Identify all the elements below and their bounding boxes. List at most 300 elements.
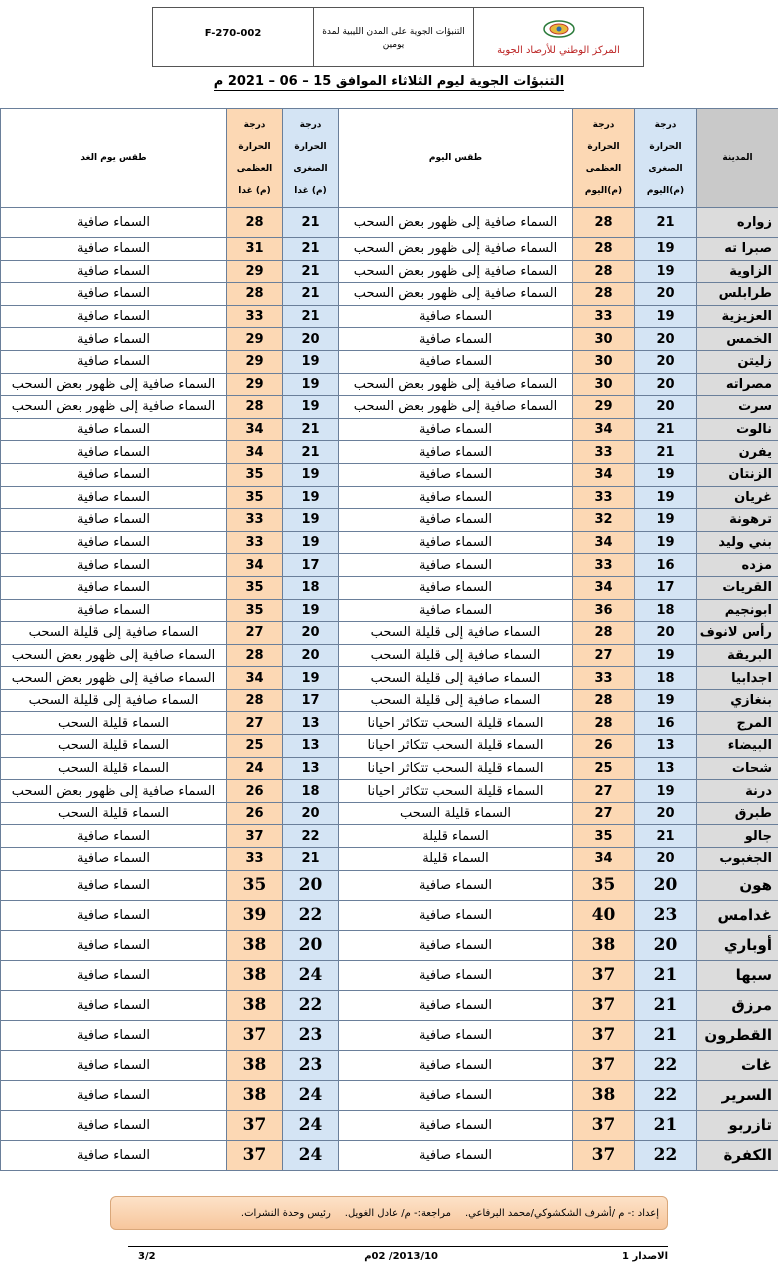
tmin-today-cell: 20 [635, 396, 697, 419]
tmin-tomorrow-cell: 21 [283, 848, 339, 871]
tmin-tomorrow-cell: 24 [283, 1080, 339, 1110]
tmin-tomorrow-cell: 21 [283, 238, 339, 261]
tmax-tomorrow-cell: 34 [227, 667, 283, 690]
weather-tomorrow-cell: السماء صافية إلى ظهور بعض السحب [1, 644, 227, 667]
table-row [1, 208, 778, 238]
weather-today-cell: السماء صافية [339, 1110, 573, 1140]
tmax-today-cell: 26 [573, 735, 635, 758]
weather-tomorrow-cell: السماء صافية [1, 900, 227, 930]
tmin-tomorrow-cell: 21 [283, 208, 339, 238]
table-row [1, 802, 778, 825]
org-block [473, 8, 643, 66]
weather-today-cell: السماء صافية [339, 576, 573, 599]
weather-tomorrow-cell: السماء صافية [1, 509, 227, 532]
tmax-today-cell: 28 [573, 622, 635, 645]
table-row [1, 554, 778, 577]
weather-today-cell: السماء قليلة السحب تتكاثر احيانا [339, 780, 573, 803]
tmin-tomorrow-cell: 19 [283, 509, 339, 532]
city-cell: شحات [697, 757, 778, 780]
tmin-tomorrow-cell: 21 [283, 441, 339, 464]
weather-tomorrow-cell: السماء صافية [1, 576, 227, 599]
tmin-tomorrow-cell: 19 [283, 486, 339, 509]
city-cell: طرابلس [697, 283, 778, 306]
tmin-today-cell: 20 [635, 848, 697, 871]
tmin-today-cell: 20 [635, 350, 697, 373]
release-number: الاصدار 1 [622, 1251, 668, 1262]
tmin-today-cell: 21 [635, 990, 697, 1020]
tmin-tomorrow-cell: 13 [283, 757, 339, 780]
table-row [1, 1020, 778, 1050]
tmax-tomorrow-cell: 26 [227, 802, 283, 825]
tmax-today-cell: 34 [573, 463, 635, 486]
tmax-today-cell: 37 [573, 1020, 635, 1050]
tmax-tomorrow-cell: 33 [227, 848, 283, 871]
table-row [1, 373, 778, 396]
tmax-today-cell: 35 [573, 870, 635, 900]
table-row [1, 328, 778, 351]
weather-today-cell: السماء صافية [339, 870, 573, 900]
tmin-today-cell: 21 [635, 1110, 697, 1140]
tmax-tomorrow-cell: 25 [227, 735, 283, 758]
page-title [0, 74, 778, 89]
forecast-rows [1, 208, 778, 1171]
tmin-today-cell: 16 [635, 712, 697, 735]
table-row [1, 712, 778, 735]
tmin-tomorrow-cell: 20 [283, 870, 339, 900]
weather-today-cell: السماء صافية [339, 441, 573, 464]
tmax-today-cell: 30 [573, 373, 635, 396]
org-name: المركز الوطني للأرصاد الجوية [497, 44, 620, 56]
tmin-tomorrow-cell: 21 [283, 418, 339, 441]
tmax-tomorrow-cell: 38 [227, 1080, 283, 1110]
weather-today-cell: السماء صافية [339, 350, 573, 373]
table-row [1, 576, 778, 599]
table-row [1, 870, 778, 900]
tmax-today-cell: 27 [573, 802, 635, 825]
footer-signatures [110, 1196, 668, 1230]
tmin-tomorrow-cell: 13 [283, 735, 339, 758]
tmin-today-cell: 22 [635, 1050, 697, 1080]
weather-tomorrow-cell: السماء صافية [1, 350, 227, 373]
weather-tomorrow-cell: السماء صافية [1, 418, 227, 441]
table-row [1, 780, 778, 803]
tmin-today-cell: 23 [635, 900, 697, 930]
city-cell: الزاوية [697, 260, 778, 283]
tmax-today-cell: 38 [573, 930, 635, 960]
weather-today-cell: السماء صافية إلى ظهور بعض السحب [339, 238, 573, 261]
weather-tomorrow-cell: السماء صافية [1, 990, 227, 1020]
tmax-today-cell: 30 [573, 350, 635, 373]
weather-today-cell: السماء صافية [339, 418, 573, 441]
weather-today-cell: السماء صافية [339, 1140, 573, 1170]
tmin-tomorrow-cell: 20 [283, 644, 339, 667]
document-header [152, 7, 644, 67]
tmin-today-cell: 21 [635, 1020, 697, 1050]
weather-today-cell: السماء صافية [339, 599, 573, 622]
table-row [1, 350, 778, 373]
tmin-today-cell: 17 [635, 576, 697, 599]
tmax-tomorrow-cell: 28 [227, 208, 283, 238]
tmax-today-cell: 37 [573, 960, 635, 990]
weather-tomorrow-cell: السماء صافية [1, 486, 227, 509]
city-cell: هون [697, 870, 778, 900]
city-cell: السرير [697, 1080, 778, 1110]
weather-tomorrow-cell: السماء قليلة السحب [1, 712, 227, 735]
table-row [1, 689, 778, 712]
tmax-tomorrow-cell: 28 [227, 283, 283, 306]
weather-today-cell: السماء صافية [339, 554, 573, 577]
table-row [1, 735, 778, 758]
tmax-today-cell: 28 [573, 689, 635, 712]
weather-tomorrow-cell: السماء صافية [1, 260, 227, 283]
city-cell: مزده [697, 554, 778, 577]
tmin-today-cell: 22 [635, 1140, 697, 1170]
col-tmax-today-header: درجة الحرارة العظمى (م)اليوم [573, 109, 635, 208]
tmin-today-cell: 19 [635, 305, 697, 328]
weather-today-cell: السماء صافية إلى ظهور بعض السحب [339, 260, 573, 283]
tmax-tomorrow-cell: 34 [227, 418, 283, 441]
tmin-tomorrow-cell: 19 [283, 396, 339, 419]
tmin-today-cell: 20 [635, 802, 697, 825]
tmax-today-cell: 27 [573, 780, 635, 803]
weather-tomorrow-cell: السماء صافية [1, 1110, 227, 1140]
tmax-today-cell: 38 [573, 1080, 635, 1110]
tmin-tomorrow-cell: 24 [283, 960, 339, 990]
tmin-today-cell: 19 [635, 689, 697, 712]
city-cell: الزنتان [697, 463, 778, 486]
tmin-today-cell: 20 [635, 622, 697, 645]
weather-today-cell: السماء صافية إلى ظهور بعض السحب [339, 208, 573, 238]
city-cell: زواره [697, 208, 778, 238]
weather-today-cell: السماء صافية إلى قليلة السحب [339, 644, 573, 667]
tmax-today-cell: 29 [573, 396, 635, 419]
tmax-today-cell: 34 [573, 418, 635, 441]
tmax-tomorrow-cell: 37 [227, 1020, 283, 1050]
weather-tomorrow-cell: السماء صافية [1, 305, 227, 328]
tmax-tomorrow-cell: 31 [227, 238, 283, 261]
tmax-today-cell: 28 [573, 238, 635, 261]
city-cell: البيضاء [697, 735, 778, 758]
tmin-tomorrow-cell: 19 [283, 599, 339, 622]
tmin-tomorrow-cell: 19 [283, 531, 339, 554]
tmin-tomorrow-cell: 21 [283, 260, 339, 283]
tmin-today-cell: 21 [635, 208, 697, 238]
tmax-today-cell: 28 [573, 260, 635, 283]
tmin-today-cell: 21 [635, 441, 697, 464]
city-cell: ابونجيم [697, 599, 778, 622]
tmax-today-cell: 37 [573, 1140, 635, 1170]
tmax-today-cell: 33 [573, 441, 635, 464]
tmax-tomorrow-cell: 35 [227, 599, 283, 622]
tmax-tomorrow-cell: 29 [227, 350, 283, 373]
weather-today-cell: السماء صافية [339, 305, 573, 328]
tmax-today-cell: 28 [573, 283, 635, 306]
tmax-tomorrow-cell: 29 [227, 260, 283, 283]
tmin-today-cell: 16 [635, 554, 697, 577]
release-date: 2013/10/ 02م [364, 1251, 438, 1262]
table-row [1, 305, 778, 328]
tmin-tomorrow-cell: 22 [283, 990, 339, 1020]
weather-tomorrow-cell: السماء صافية [1, 930, 227, 960]
table-row [1, 667, 778, 690]
doc-title: التنبؤات الجوية على المدن الليبية لمدة يومين [313, 8, 473, 66]
tmax-today-cell: 33 [573, 486, 635, 509]
table-row [1, 418, 778, 441]
tmax-tomorrow-cell: 33 [227, 531, 283, 554]
table-row [1, 486, 778, 509]
tmax-tomorrow-cell: 28 [227, 689, 283, 712]
tmin-today-cell: 21 [635, 418, 697, 441]
tmin-tomorrow-cell: 19 [283, 463, 339, 486]
tmax-today-cell: 32 [573, 509, 635, 532]
tmin-today-cell: 20 [635, 373, 697, 396]
tmax-tomorrow-cell: 38 [227, 1050, 283, 1080]
tmax-today-cell: 36 [573, 599, 635, 622]
tmax-tomorrow-cell: 26 [227, 780, 283, 803]
tmin-tomorrow-cell: 19 [283, 373, 339, 396]
weather-tomorrow-cell: السماء صافية [1, 848, 227, 871]
tmin-today-cell: 19 [635, 486, 697, 509]
tmin-today-cell: 19 [635, 463, 697, 486]
tmin-tomorrow-cell: 22 [283, 825, 339, 848]
table-header-row [1, 109, 778, 208]
tmin-today-cell: 20 [635, 870, 697, 900]
tmin-tomorrow-cell: 23 [283, 1020, 339, 1050]
weather-tomorrow-cell: السماء صافية [1, 208, 227, 238]
weather-tomorrow-cell: السماء قليلة السحب [1, 735, 227, 758]
tmin-tomorrow-cell: 24 [283, 1140, 339, 1170]
city-cell: غات [697, 1050, 778, 1080]
weather-today-cell: السماء صافية [339, 1080, 573, 1110]
tmax-tomorrow-cell: 27 [227, 622, 283, 645]
col-tmin-today-header: درجة الحرارة الصغرى (م)اليوم [635, 109, 697, 208]
tmax-tomorrow-cell: 38 [227, 930, 283, 960]
city-cell: يفرن [697, 441, 778, 464]
tmax-today-cell: 37 [573, 1110, 635, 1140]
city-cell: تازربو [697, 1110, 778, 1140]
tmax-today-cell: 33 [573, 554, 635, 577]
col-tmin-tomorrow-header: درجة الحرارة الصغرى (م) غدا [283, 109, 339, 208]
tmax-tomorrow-cell: 35 [227, 576, 283, 599]
weather-today-cell: السماء صافية [339, 486, 573, 509]
tmin-tomorrow-cell: 18 [283, 780, 339, 803]
table-row [1, 825, 778, 848]
tmin-tomorrow-cell: 13 [283, 712, 339, 735]
city-cell: ترهونة [697, 509, 778, 532]
tmax-today-cell: 34 [573, 531, 635, 554]
city-cell: الجغبوب [697, 848, 778, 871]
weather-today-cell: السماء صافية [339, 990, 573, 1020]
weather-today-cell: السماء صافية [339, 900, 573, 930]
table-row [1, 283, 778, 306]
weather-tomorrow-cell: السماء صافية إلى قليلة السحب [1, 689, 227, 712]
table-row [1, 238, 778, 261]
tmin-today-cell: 18 [635, 667, 697, 690]
weather-today-cell: السماء صافية [339, 1050, 573, 1080]
weather-today-cell: السماء صافية إلى قليلة السحب [339, 622, 573, 645]
tmin-tomorrow-cell: 21 [283, 283, 339, 306]
weather-tomorrow-cell: السماء صافية [1, 960, 227, 990]
tmin-today-cell: 19 [635, 644, 697, 667]
weather-tomorrow-cell: السماء قليلة السحب [1, 802, 227, 825]
weather-tomorrow-cell: السماء صافية إلى ظهور بعض السحب [1, 396, 227, 419]
weather-today-cell: السماء قليلة [339, 848, 573, 871]
page-title-text: التنبؤات الجوية ليوم الثلاثاء الموافق 15 – 06 – 2021 م [213, 74, 565, 89]
tmin-tomorrow-cell: 20 [283, 328, 339, 351]
tmin-tomorrow-cell: 17 [283, 554, 339, 577]
weather-today-cell: السماء صافية إلى ظهور بعض السحب [339, 283, 573, 306]
weather-today-cell: السماء صافية [339, 960, 573, 990]
weather-today-cell: السماء صافية إلى قليلة السحب [339, 667, 573, 690]
tmax-tomorrow-cell: 28 [227, 396, 283, 419]
tmin-today-cell: 20 [635, 328, 697, 351]
weather-today-cell: السماء صافية [339, 930, 573, 960]
weather-tomorrow-cell: السماء صافية [1, 825, 227, 848]
tmax-today-cell: 25 [573, 757, 635, 780]
tmin-today-cell: 22 [635, 1080, 697, 1110]
weather-today-cell: السماء قليلة السحب [339, 802, 573, 825]
city-cell: سرت [697, 396, 778, 419]
weather-tomorrow-cell: السماء صافية [1, 554, 227, 577]
city-cell: سبها [697, 960, 778, 990]
weather-tomorrow-cell: السماء صافية [1, 1080, 227, 1110]
table-row [1, 599, 778, 622]
table-row [1, 531, 778, 554]
weather-today-cell: السماء صافية [339, 509, 573, 532]
tmax-tomorrow-cell: 34 [227, 441, 283, 464]
tmin-today-cell: 21 [635, 825, 697, 848]
weather-today-cell: السماء صافية [339, 328, 573, 351]
tmin-today-cell: 21 [635, 960, 697, 990]
tmin-tomorrow-cell: 24 [283, 1110, 339, 1140]
city-cell: طبرق [697, 802, 778, 825]
tmin-today-cell: 19 [635, 780, 697, 803]
city-cell: العزيزية [697, 305, 778, 328]
tmax-tomorrow-cell: 37 [227, 1110, 283, 1140]
weather-tomorrow-cell: السماء صافية [1, 1050, 227, 1080]
tmin-tomorrow-cell: 21 [283, 305, 339, 328]
tmax-tomorrow-cell: 29 [227, 328, 283, 351]
weather-tomorrow-cell: السماء صافية إلى ظهور بعض السحب [1, 780, 227, 803]
form-code: F-270-002 [204, 28, 262, 39]
city-cell: بني وليد [697, 531, 778, 554]
tmin-tomorrow-cell: 20 [283, 930, 339, 960]
weather-tomorrow-cell: السماء صافية إلى ظهور بعض السحب [1, 373, 227, 396]
weather-today-cell: السماء قليلة [339, 825, 573, 848]
table-row [1, 260, 778, 283]
city-cell: أوباري [697, 930, 778, 960]
weather-today-cell: السماء قليلة السحب تتكاثر احيانا [339, 757, 573, 780]
reviewed-by: مراجعة:- م/ عادل الغويل. [344, 1207, 451, 1219]
city-cell: نالوت [697, 418, 778, 441]
tmin-today-cell: 20 [635, 283, 697, 306]
tmin-today-cell: 19 [635, 260, 697, 283]
table-row [1, 990, 778, 1020]
tmax-tomorrow-cell: 35 [227, 870, 283, 900]
city-cell: القريات [697, 576, 778, 599]
weather-tomorrow-cell: السماء صافية إلى قليلة السحب [1, 622, 227, 645]
col-city-header: المدينة [697, 109, 778, 208]
table-row [1, 1050, 778, 1080]
table-row [1, 900, 778, 930]
meteorology-logo-icon [542, 19, 576, 39]
tmax-tomorrow-cell: 29 [227, 373, 283, 396]
tmin-today-cell: 19 [635, 509, 697, 532]
tmin-tomorrow-cell: 17 [283, 689, 339, 712]
city-cell: الخمس [697, 328, 778, 351]
city-cell: اجدابيا [697, 667, 778, 690]
col-weather-tomorrow-header: طقس يوم الغد [1, 109, 227, 208]
weather-today-cell: السماء قليلة السحب تتكاثر احيانا [339, 735, 573, 758]
tmax-today-cell: 37 [573, 1050, 635, 1080]
weather-tomorrow-cell: السماء صافية [1, 463, 227, 486]
tmin-tomorrow-cell: 22 [283, 900, 339, 930]
city-cell: جالو [697, 825, 778, 848]
tmax-tomorrow-cell: 38 [227, 990, 283, 1020]
tmax-today-cell: 27 [573, 644, 635, 667]
tmin-tomorrow-cell: 18 [283, 576, 339, 599]
tmin-tomorrow-cell: 19 [283, 667, 339, 690]
weather-today-cell: السماء صافية إلى ظهور بعض السحب [339, 373, 573, 396]
city-cell: غريان [697, 486, 778, 509]
page-number: 3/2 [138, 1251, 156, 1262]
tmax-today-cell: 33 [573, 305, 635, 328]
table-row [1, 930, 778, 960]
table-row [1, 848, 778, 871]
tmin-tomorrow-cell: 19 [283, 350, 339, 373]
tmin-tomorrow-cell: 20 [283, 622, 339, 645]
prepared-by: إعداد :- م /أشرف الشكشوكي/محمد البرفاعي. [464, 1207, 659, 1219]
city-cell: مصراته [697, 373, 778, 396]
tmax-tomorrow-cell: 28 [227, 644, 283, 667]
tmin-today-cell: 18 [635, 599, 697, 622]
tmax-today-cell: 35 [573, 825, 635, 848]
city-cell: بنغازي [697, 689, 778, 712]
city-cell: المرج [697, 712, 778, 735]
city-cell: رأس لانوف [697, 622, 778, 645]
tmax-today-cell: 28 [573, 208, 635, 238]
tmin-today-cell: 20 [635, 930, 697, 960]
table-row [1, 622, 778, 645]
table-row [1, 509, 778, 532]
tmax-tomorrow-cell: 39 [227, 900, 283, 930]
document-footer [128, 1246, 668, 1267]
tmax-tomorrow-cell: 34 [227, 554, 283, 577]
weather-today-cell: السماء صافية [339, 1020, 573, 1050]
weather-tomorrow-cell: السماء صافية [1, 283, 227, 306]
table-row [1, 960, 778, 990]
weather-tomorrow-cell: السماء صافية [1, 531, 227, 554]
table-row [1, 441, 778, 464]
city-cell: الكفرة [697, 1140, 778, 1170]
tmax-tomorrow-cell: 38 [227, 960, 283, 990]
weather-today-cell: السماء صافية إلى ظهور بعض السحب [339, 396, 573, 419]
tmax-today-cell: 28 [573, 712, 635, 735]
tmax-tomorrow-cell: 24 [227, 757, 283, 780]
weather-tomorrow-cell: السماء صافية [1, 1140, 227, 1170]
city-cell: القطرون [697, 1020, 778, 1050]
weather-tomorrow-cell: السماء صافية [1, 870, 227, 900]
table-row [1, 757, 778, 780]
weather-tomorrow-cell: السماء صافية [1, 599, 227, 622]
city-cell: مرزق [697, 990, 778, 1020]
forecast-table [0, 108, 778, 1171]
city-cell: غدامس [697, 900, 778, 930]
city-cell: زليتن [697, 350, 778, 373]
tmin-tomorrow-cell: 23 [283, 1050, 339, 1080]
tmax-tomorrow-cell: 33 [227, 509, 283, 532]
tmin-today-cell: 13 [635, 757, 697, 780]
